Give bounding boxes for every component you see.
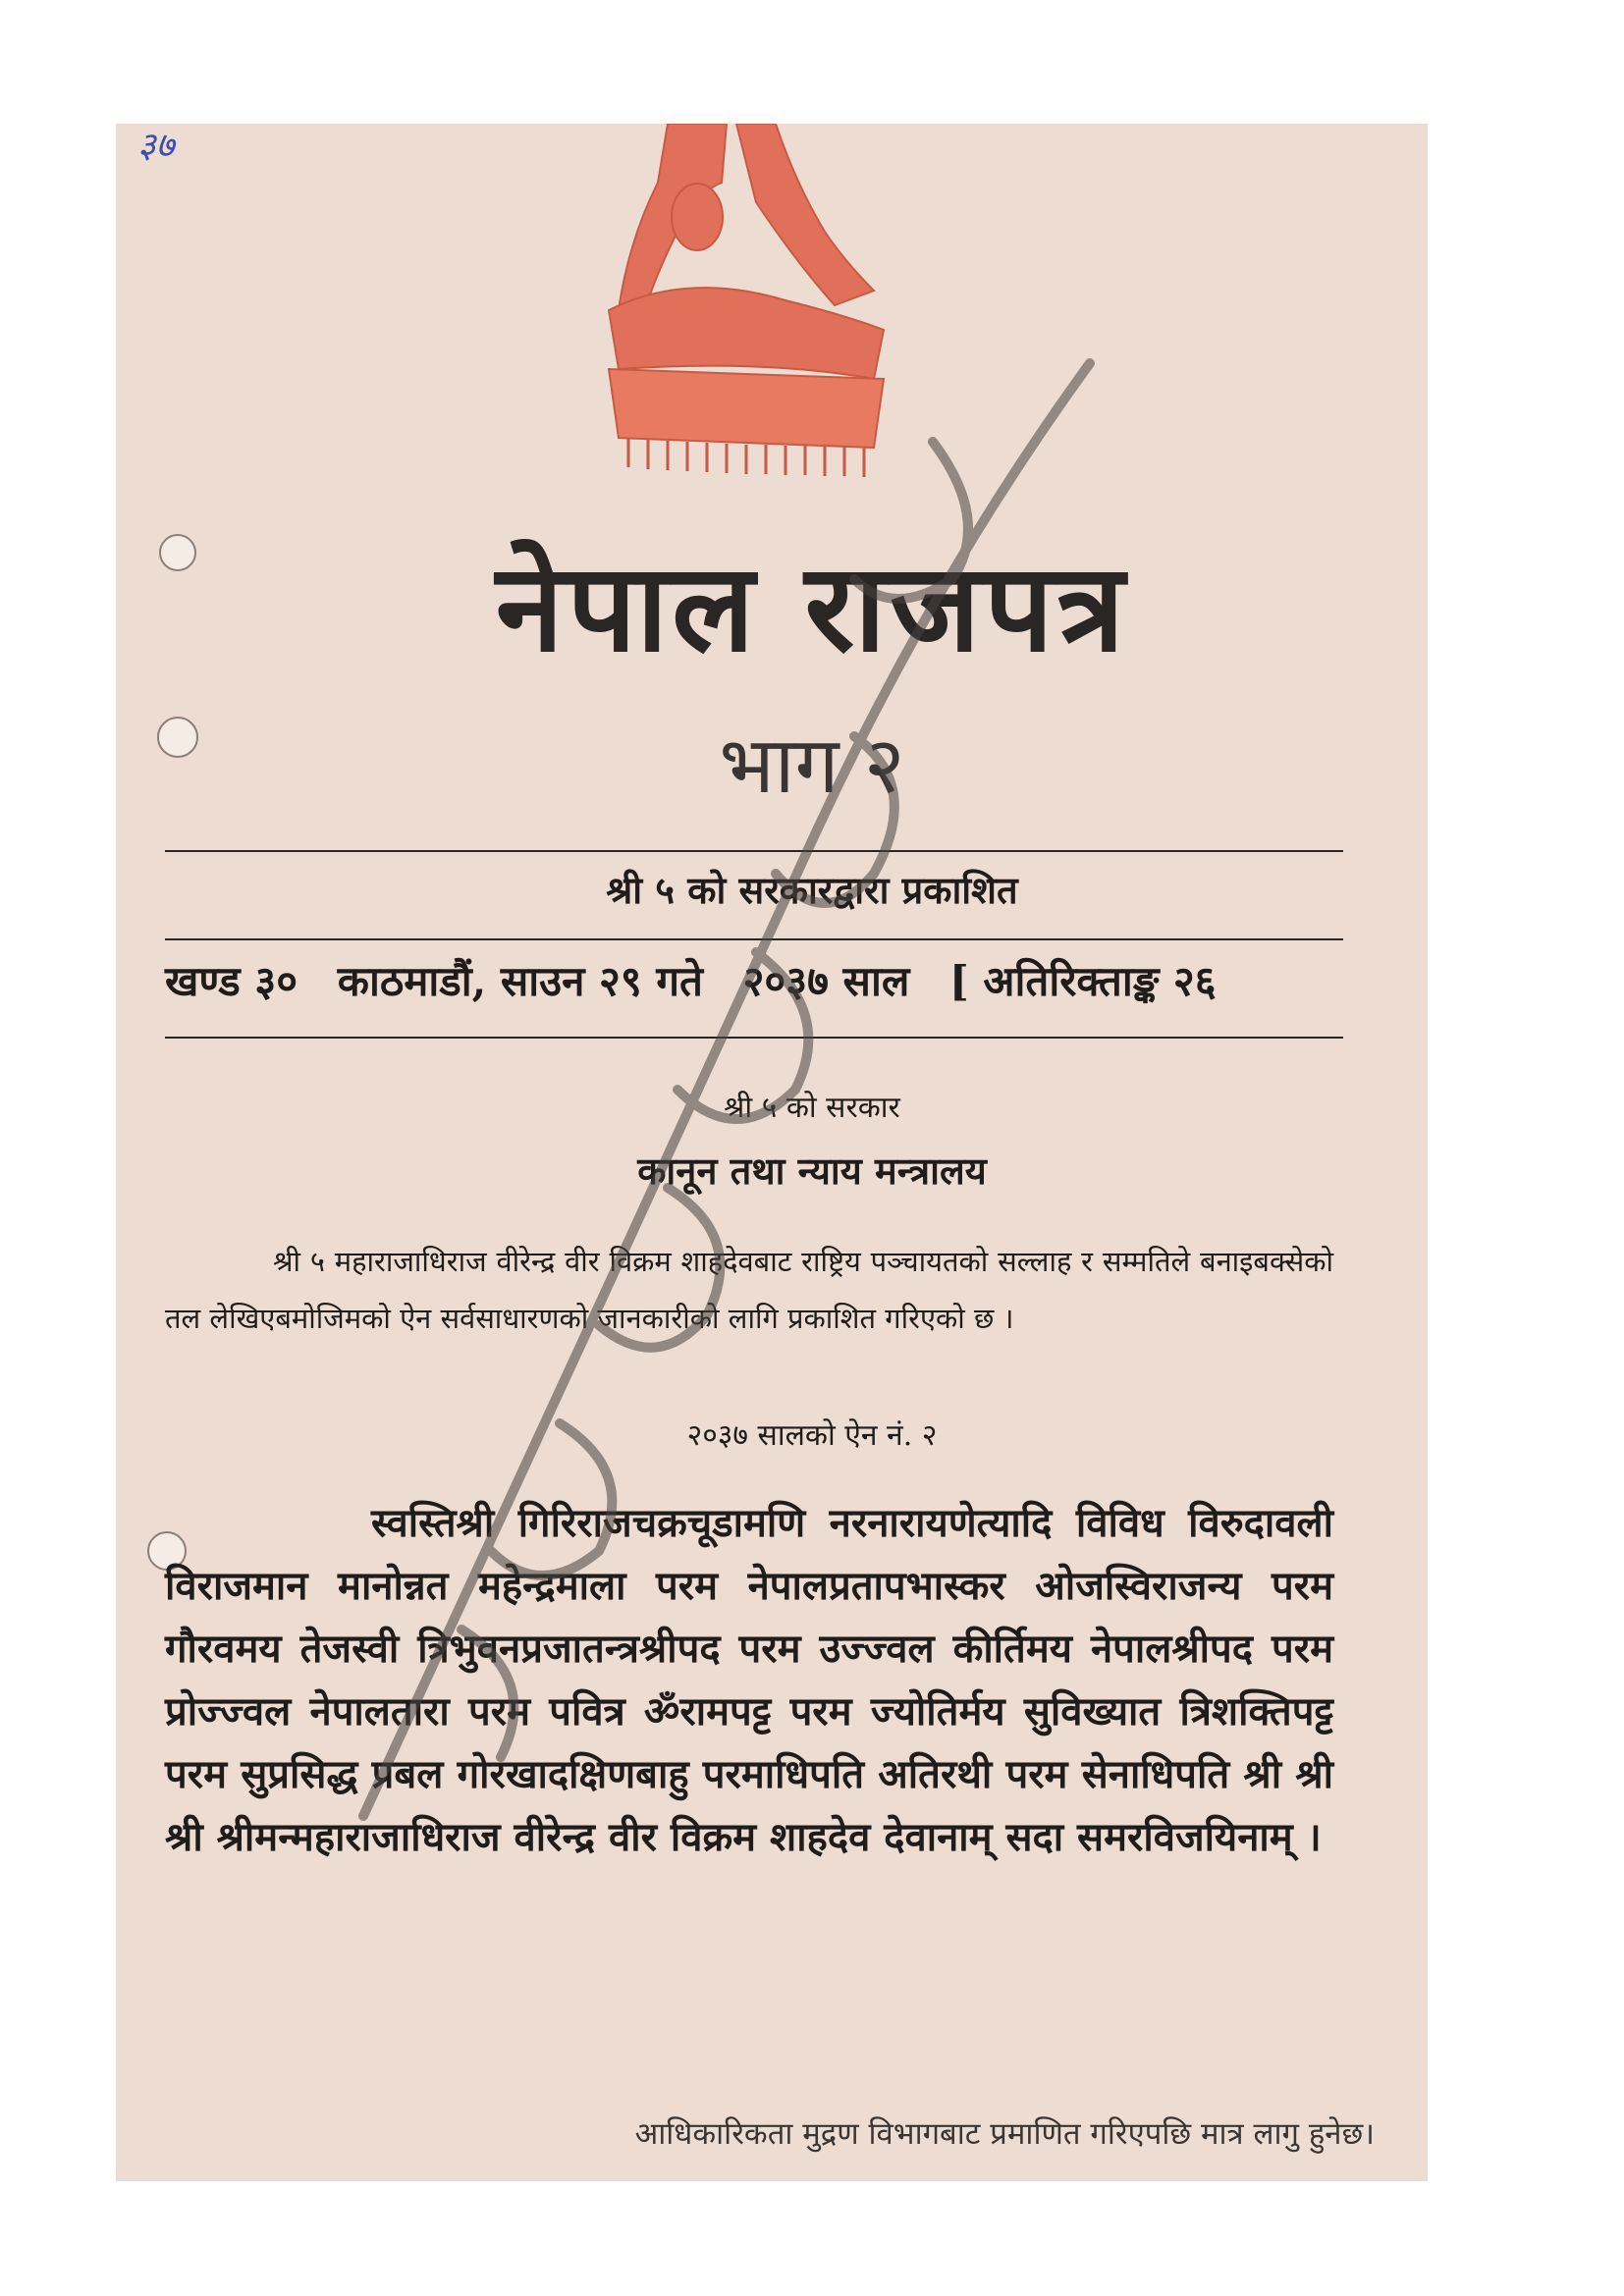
margin-note: ३७ xyxy=(137,126,175,166)
authentication-footer: आधिकारिकता मुद्रण विभागबाट प्रमाणित गरिएपछि मात्र लागु हुनेछ। xyxy=(634,2116,1375,2152)
royal-crown-emblem xyxy=(550,124,943,477)
divider xyxy=(165,938,1343,940)
government-heading: श्री ५ को सरकार xyxy=(724,1091,900,1125)
volume-number: खण्ड ३० xyxy=(165,957,298,1005)
publisher-line: श्री ५ को सरकारद्वारा प्रकाशित xyxy=(606,868,1018,912)
act-number: २०३७ सालको ऐन नं. २ xyxy=(686,1418,938,1453)
extraordinary-issue: [ अतिरिक्ताङ्क २६ xyxy=(948,957,1217,1005)
gazette-part: भाग २ xyxy=(719,720,905,811)
intro-paragraph: श्री ५ महाराजाधिराज वीरेन्द्र वीर विक्रम शाहदेवबाट राष्ट्रिय पञ्चायतको सल्लाह र सम्मतिले बनाइबक्सेको तल लेखिएबमोजिमको ऐन सर्वसाधारणको जानकारीको लागि प्रकाशित गरिएको छ । xyxy=(165,1245,1333,1335)
masthead xyxy=(165,952,1355,1008)
ministry-heading: कानून तथा न्याय मन्त्रालय xyxy=(637,1148,987,1193)
royal-preamble: स्वस्तिश्री गिरिराजचक्रचूडामणि नरनारायणेत्यादि विविध विरुदावली विराजमान मानोन्नत महेन्द्रमाला परम नेपालप्रतापभास्कर ओजस्विराजन्य परम गौरवमय तेजस्वी त्रिभुवनप्रजातन्त्रश्रीपद परम उज्ज्वल कीर्तिमय नेपालश्रीपद परम प्रोज्ज्वल नेपालतारा परम पवित्र ॐरामपट्ट परम ज्योतिर्मय सुविख्यात त्रिशक्तिपट्ट परम सुप्रसिद्ध प्रबल गोरखादक्षिणबाहु परमाधिपति अतिरथी परम सेनाधिपति श्री श्री श्री श्रीमन्महाराजाधिराज वीरेन्द्र वीर विक्रम शाहदेव देवानाम् सदा समरविजयिनाम् । xyxy=(165,1500,1333,1860)
place-date: काठमाडौं, साउन २९ गते xyxy=(337,957,703,1005)
divider xyxy=(165,850,1343,852)
year: २०३७ साल xyxy=(742,957,910,1005)
gazette-title: नेपाल राजपत्र xyxy=(495,537,1129,679)
divider xyxy=(165,1037,1343,1039)
